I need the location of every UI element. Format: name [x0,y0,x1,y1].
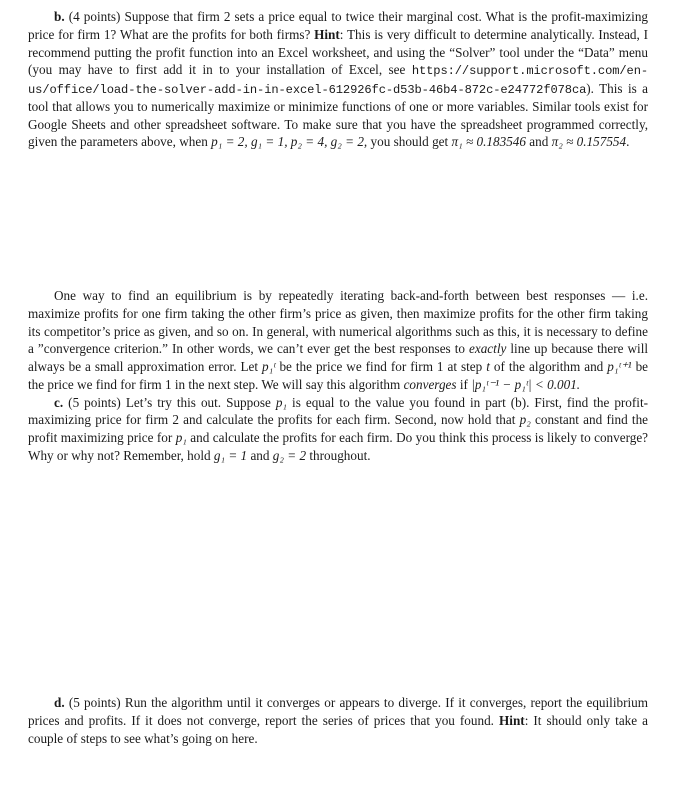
part-b-text-2: : This is very difficult to determine analytically. Instead, I recommend putting the profit function into an Excel worksheet, and using the “Solver” tool under the “Data” menu (you may have to first add it in to your installation of Excel, see [28,26,648,78]
part-c-text-3: constant and find the profit maximizing price for [28,412,649,445]
convergence-text-5: be the price we find for firm 1 in the next step. We will say this algorithm [28,359,649,392]
part-b-label: b. [54,9,65,24]
part-d-text-2: : It should only take a couple of steps to see what’s going on here. [28,712,649,746]
part-c-math-p1b: p₁ [175,430,187,445]
part-d-hint-label: Hint [499,712,525,728]
part-b-and: and [529,134,549,150]
part-b-points: (4 points) [68,9,121,24]
part-b-result-pi2: π₂ ≈ 0.157554 [551,134,627,150]
part-c-math-p1: p₁ [275,394,288,410]
part-b-text-1: Suppose that firm 2 sets a price equal to twice their marginal cost. What is the profit-maximizing price for firm 1? What are the profits for both firms? [28,9,649,42]
convergence-math-t: t [486,359,490,374]
convergence-text-2: line up because there will always be a small approximation error. Let [28,341,649,374]
part-b-text-3: ). This is a tool that allows you to numerically maximize or minimize functions of one or more variables. Similar tools exist for Google Sheets and other spreadsheet software. To make sure that you have the spreadsheet programmed correctly, given the parameters above, when [28,80,648,150]
part-c-math-p2: p₂ [519,412,531,428]
part-d-points: (5 points) [68,695,121,710]
convergence-text-1: One way to find an equilibrium is by repeatedly iterating back-and-forth between best responses — i.e. maximize profits for one firm taking the other firm’s price as given, then maximize profits for the other firm taking its competitor’s price as given, and so on. In general, with numerical algorithms such as this, it is necessary to define a ”convergence criterion.” In other words, we can’t ever get the best responses to [28,288,648,357]
convergence-text-3: be the price we find for firm 1 at step [279,359,483,374]
part-c-text-6: throughout. [309,447,371,463]
part-b-hint-label: Hint [314,26,340,42]
part-c-math-g2: g₂ = 2 [272,447,307,463]
part-b-period: . [626,134,630,150]
convergence-emph-exactly: exactly [469,341,507,357]
part-c-text-1: Let’s try this out. Suppose [125,394,271,410]
convergence-text-6: if [459,376,468,392]
part-c-label: c. [54,394,64,410]
part-c-points: (5 points) [68,394,121,410]
part-d-text-1: Run the algorithm until it converges or appears to diverge. If it converges, report the equilibrium prices and profits. If it does not converge, report the series of prices that you found. [28,695,649,728]
part-c-text-4: and calculate the profits for each firm. Do you think this process is likely to converge? Why or why not? Remember, hold [28,430,649,463]
convergence-math-p1t: p₁ᵗ [262,359,276,374]
convergence-emph-converges: converges [403,376,457,392]
part-c-text-2: is equal to the value you found in part (b). First, find the profit-maximizing price for firm 2 and calculate the profits for each firm. Second, now hold that [28,394,649,428]
paragraph-convergence-and-part-c [28,287,648,465]
paragraph-part-b [28,8,648,151]
paragraph-part-c [28,394,648,465]
convergence-math-p1t1: p₁ᵗ⁺¹ [607,359,632,374]
part-b-text-4: you should get [370,134,449,150]
convergence-text-4: of the algorithm and [493,359,604,374]
part-c-math-g1: g₁ = 1 [213,447,248,463]
part-c-text-5: and [250,447,270,463]
part-b-parameters: p₁ = 2, g₁ = 1, p₂ = 4, g₂ = 2, [211,134,368,150]
solver-help-url[interactable]: https://support.microsoft.com/en-us/office/load-the-solver-add-in-in-excel-612926fc-d53b-46b4-872c-e24772f078ca [28,64,649,97]
part-b-result-pi1: π₁ ≈ 0.183546 [451,134,526,150]
paragraph-convergence [28,287,648,394]
convergence-criterion: |p₁ᵗ⁻¹ − p₁ᵗ| < 0.001. [471,376,581,392]
paragraph-part-d [28,694,648,747]
part-d-label: d. [54,695,65,710]
